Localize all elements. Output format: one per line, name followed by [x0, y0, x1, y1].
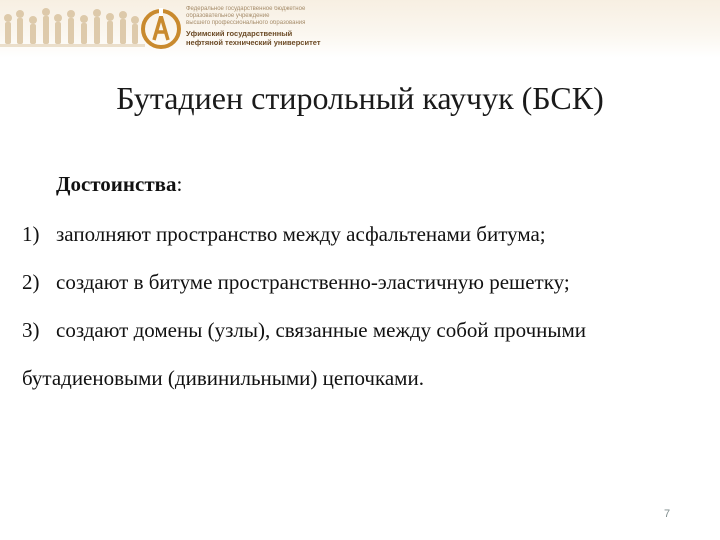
section-heading-colon: : [176, 172, 183, 196]
university-subtitle-line: образовательное учреждение [186, 13, 270, 19]
list-item-text: создают домены (узлы), связанные между собой прочными [56, 318, 587, 342]
university-name-block [186, 6, 386, 47]
university-subtitle-line: Федеральное государственное бюджетное [186, 6, 306, 12]
list-item [22, 222, 546, 247]
page-number: 7 [664, 508, 671, 520]
list-item-number: 3) [22, 318, 40, 342]
university-name-line: Уфимский государственный [186, 29, 293, 38]
slide-title: Бутадиен стирольный каучук (БСК) [116, 80, 604, 116]
list-item-continuation: бутадиеновыми (дивинильными) цепочками. [22, 366, 424, 390]
slide-header [0, 0, 720, 58]
list-item-text: создают в битуме пространственно-эластичную решетку; [56, 270, 570, 294]
crowd-illustration-icon [0, 4, 145, 52]
list-item [22, 318, 586, 343]
university-subtitle-line: высшего профессионального образования [186, 20, 306, 26]
university-logo-icon [140, 6, 182, 52]
list-item [22, 270, 570, 295]
list-item-number: 2) [22, 270, 40, 294]
section-heading-label: Достоинства [56, 172, 177, 196]
list-item-text: заполняют пространство между асфальтенами битума; [56, 222, 546, 246]
section-heading [56, 172, 182, 197]
university-name-line: нефтяной технический университет [186, 38, 321, 47]
list-item-number: 1) [22, 222, 40, 246]
